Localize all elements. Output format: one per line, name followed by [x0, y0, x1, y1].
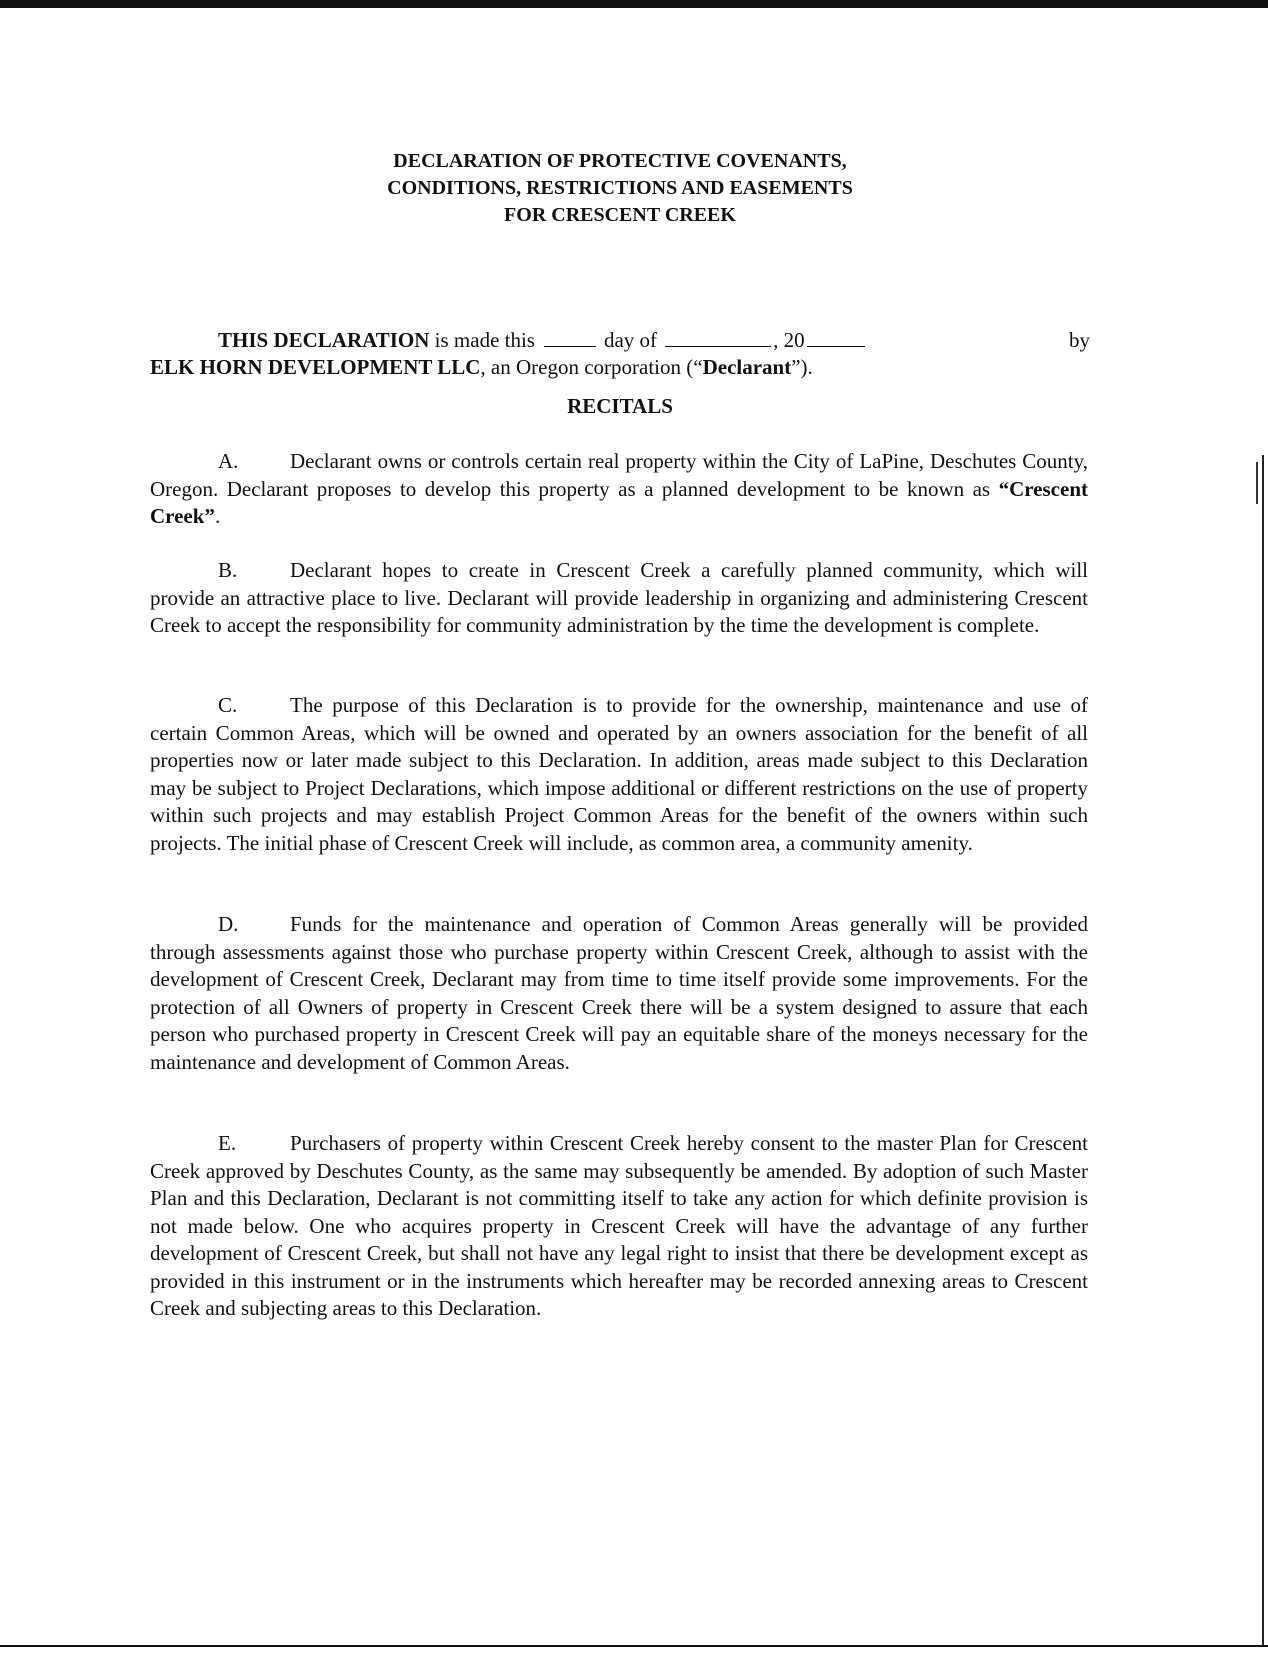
scan-edge-mark: [1256, 462, 1258, 504]
recital-letter-d: D.: [218, 912, 239, 936]
intro-bold-this-declaration: THIS DECLARATION: [218, 328, 430, 352]
intro-line-2: [150, 354, 1090, 381]
title-line-2: CONDITIONS, RESTRICTIONS AND EASEMENTS: [387, 177, 853, 199]
year-blank: [807, 328, 865, 347]
declaration-intro: [150, 327, 1090, 381]
recital-bold-crescent-creek: “Crescent Creek”: [150, 476, 1088, 528]
month-blank: [665, 328, 771, 347]
recitals-heading: RECITALS: [567, 394, 673, 418]
recital-text-a: Declarant owns or controls certain real property within the City of LaPine, Deschutes County, Oregon. Declarant proposes to develop this property as a planned development to be known as: [150, 449, 1088, 501]
intro-bold-declarant: Declarant: [702, 355, 792, 379]
recital-letter-e: E.: [218, 1131, 237, 1155]
intro-line-1: [150, 327, 1090, 354]
recital-paragraph-e: [150, 1130, 1088, 1323]
intro-text-close: ”).: [791, 355, 813, 379]
recital-end-a: .: [214, 504, 221, 528]
intro-text-corporation: , an Oregon corporation (“: [480, 355, 703, 379]
recital-text-c: The purpose of this Declaration is to provide for the ownership, maintenance and use of certain Common Areas, which will be owned and operated by an owners association for the benefit of all properties now or later made subject to this Declaration. In addition, areas made subject to this Declaration may be subject to Project Declarations, which impose additional or different restrictions on the use of property within such projects and may establish Project Common Areas for the benefit of the owners within such projects. The initial phase of Crescent Creek will include, as common area, a community amenity.: [150, 693, 1088, 855]
title-line-1: DECLARATION OF PROTECTIVE COVENANTS,: [393, 150, 847, 172]
intro-text-year-prefix: , 20: [773, 328, 805, 352]
recital-paragraph-b: [150, 557, 1088, 640]
scan-top-border: [0, 0, 1268, 8]
recital-paragraph-a: [150, 448, 1088, 531]
intro-bold-company: ELK HORN DEVELOPMENT LLC: [150, 355, 481, 379]
recital-paragraph-d: [150, 911, 1088, 1076]
title-line-3: FOR CRESCENT CREEK: [504, 204, 736, 226]
recital-text-e: Purchasers of property within Crescent Creek hereby consent to the master Plan for Crescent Creek approved by Deschutes County, as the same may subsequently be amended. By adoption of such Master Plan and this Declaration, Declarant is not committing itself to take any action for which definite provision is not made below. One who acquires property in Crescent Creek will have the advantage of any further development of Crescent Creek, but shall not have any legal right to insist that there be development except as provided in this instrument or in the instruments which hereafter may be recorded annexing areas to Crescent Creek and subjecting areas to this Declaration.: [150, 1131, 1088, 1320]
document-title: [150, 148, 1090, 229]
recital-text-b: Declarant hopes to create in Crescent Creek a carefully planned community, which will provide an attractive place to live. Declarant will provide leadership in organizing and administering Crescent Creek to accept the responsibility for community administration by the time the development is complete.: [150, 558, 1088, 637]
intro-text-made-this: is made this: [434, 328, 535, 352]
intro-text-by: by: [1069, 328, 1090, 352]
intro-text-day-of: day of: [603, 328, 658, 352]
recital-letter-a: A.: [218, 449, 239, 473]
scan-bottom-border: [0, 1645, 1268, 1647]
recital-letter-b: B.: [218, 558, 238, 582]
recital-paragraph-c: [150, 692, 1088, 857]
day-blank: [544, 328, 596, 347]
recital-letter-c: C.: [218, 693, 238, 717]
scan-right-edge: [1262, 455, 1264, 1645]
recital-text-d: Funds for the maintenance and operation of Common Areas generally will be provided through assessments against those who purchase property within Crescent Creek, although to assist with the development of Crescent Creek, Declarant may from time to time itself provide some improvements. For the protection of all Owners of property in Crescent Creek there will be a system designed to assure that each person who purchased property in Crescent Creek will pay an equitable share of the moneys necessary for the maintenance and development of Common Areas.: [150, 912, 1088, 1074]
